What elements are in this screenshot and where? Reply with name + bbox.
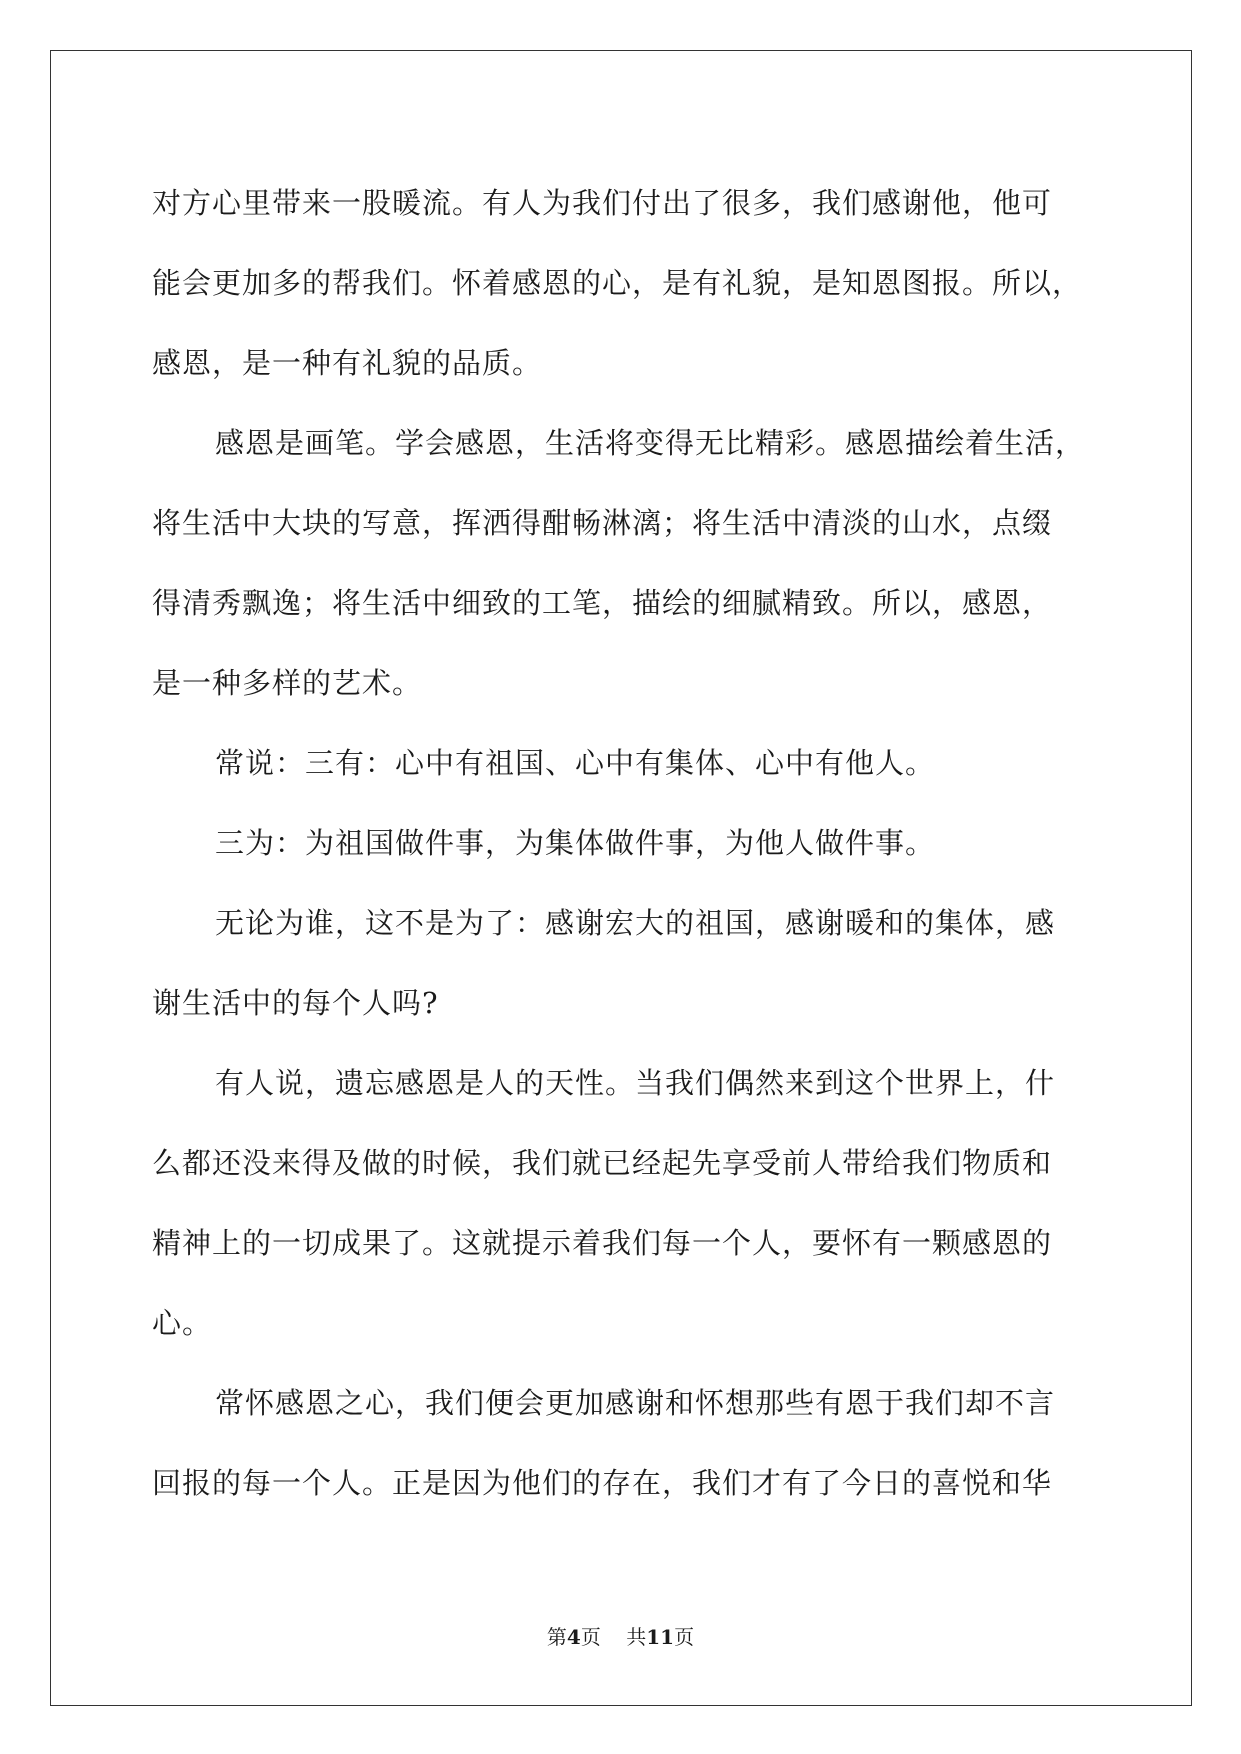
text-line: 感恩，是一种有礼貌的品质。	[152, 346, 543, 380]
text-line: 能会更加多的帮我们。怀着感恩的心，是有礼貌，是知恩图报。所以，	[152, 266, 1083, 300]
text-line: 得清秀飘逸；将生活中细致的工笔，描绘的细腻精致。所以，感恩，	[152, 586, 1053, 620]
text-line: 将生活中大块的写意，挥洒得酣畅淋漓；将生活中清淡的山水，点缀	[152, 506, 1053, 540]
text-line: 么都还没来得及做的时候，我们就已经起先享受前人带给我们物质和	[152, 1146, 1053, 1180]
footer-total-prefix: 共	[626, 1625, 647, 1649]
text-line: 心。	[152, 1306, 213, 1340]
paragraph-start-line: 常说：三有：心中有祖国、心中有集体、心中有他人。	[215, 746, 936, 780]
paragraph-start-line: 无论为谁，这不是为了：感谢宏大的祖国，感谢暖和的集体，感	[215, 906, 1056, 940]
text-line: 对方心里带来一股暖流。有人为我们付出了很多，我们感谢他，他可	[152, 186, 1053, 220]
footer-total-suffix: 页	[674, 1625, 695, 1649]
total-page-count: 11	[646, 1625, 675, 1649]
text-line: 谢生活中的每个人吗?	[152, 986, 439, 1020]
paragraph-start-line: 有人说，遗忘感恩是人的天性。当我们偶然来到这个世界上，什	[215, 1066, 1056, 1100]
document-body	[152, 163, 1092, 1523]
page-footer	[0, 1625, 1241, 1649]
text-line: 精神上的一切成果了。这就提示着我们每一个人，要怀有一颗感恩的	[152, 1226, 1053, 1260]
text-line: 是一种多样的艺术。	[152, 666, 423, 700]
current-page-number: 4	[566, 1625, 581, 1649]
paragraph-start-line: 常怀感恩之心，我们便会更加感谢和怀想那些有恩于我们却不言	[215, 1386, 1056, 1420]
footer-prefix: 第	[546, 1625, 567, 1649]
paragraph-start-line: 三为：为祖国做件事，为集体做件事，为他人做件事。	[215, 826, 936, 860]
paragraph-start-line: 感恩是画笔。学会感恩，生活将变得无比精彩。感恩描绘着生活，	[215, 426, 1086, 460]
text-line: 回报的每一个人。正是因为他们的存在，我们才有了今日的喜悦和华	[152, 1466, 1053, 1500]
footer-page-suffix: 页	[580, 1625, 601, 1649]
